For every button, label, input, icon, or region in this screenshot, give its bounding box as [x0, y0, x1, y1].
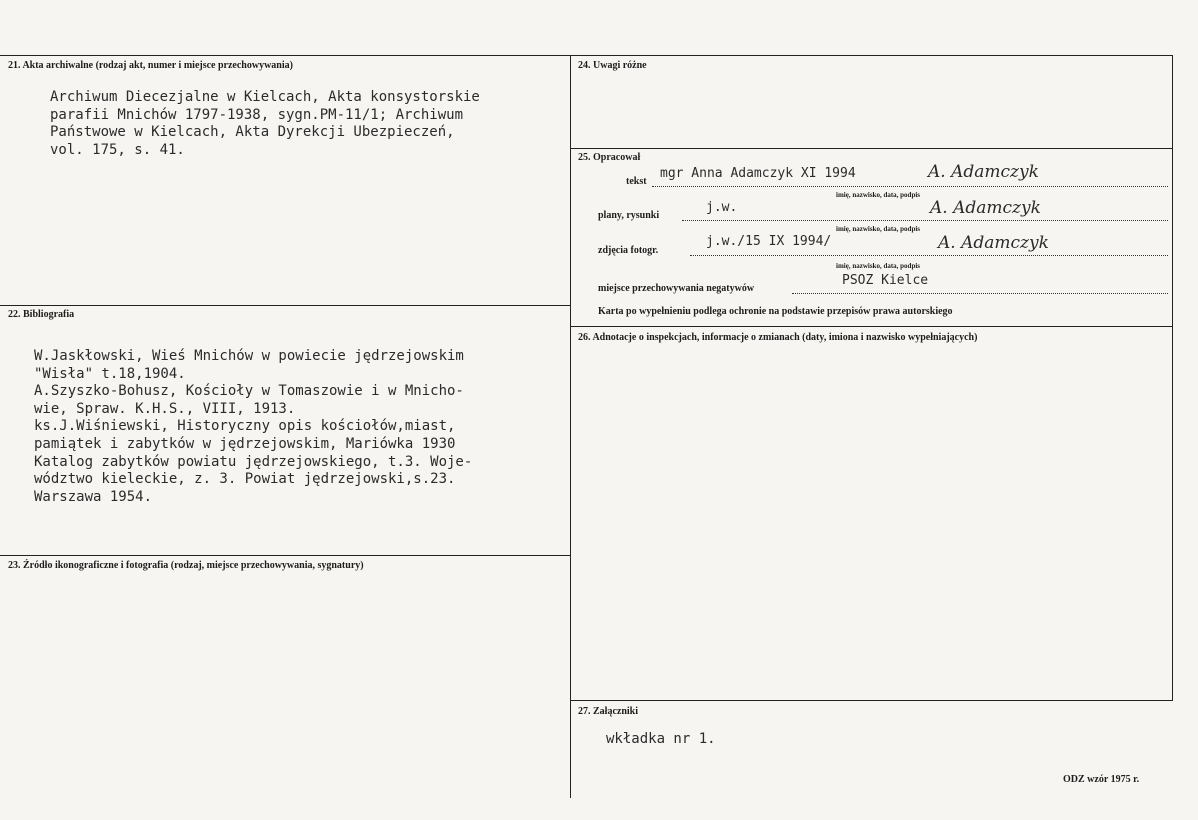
bibliography-line-2: "Wisła" t.18,1904.: [34, 365, 186, 382]
plany-underline: [682, 220, 1168, 221]
section-22-body: [34, 348, 472, 506]
plany-signature: A. Adamczyk: [930, 198, 1041, 218]
divider-24-25: [570, 148, 1172, 149]
tekst-value: mgr Anna Adamczyk XI 1994: [660, 166, 856, 181]
section-27-header: 27. Załączniki: [578, 706, 639, 717]
form-footer: ODZ wzór 1975 r.: [1063, 774, 1140, 785]
archive-line-1: Archiwum Diecezjalne w Kielcach, Akta konsystorskie: [50, 89, 480, 105]
bibliography-line-6: pamiątek i zabytków w jędrzejowskim, Mariówka 1930: [34, 435, 456, 452]
zdjecia-signature: A. Adamczyk: [938, 233, 1049, 253]
bibliography-line-9: Warszawa 1954.: [34, 488, 153, 505]
section-22-header: 22. Bibliografia: [8, 309, 75, 320]
tekst-signature: A. Adamczyk: [928, 162, 1039, 182]
bibliography-line-8: wództwo kieleckie, z. 3. Powiat jędrzejowski,s.23.: [34, 471, 456, 488]
section-26-header: 26. Adnotacje o inspekcjach, informacje o zmianach (daty, imiona i nazwisko wypełniających): [578, 332, 978, 343]
section-21-body: [50, 89, 480, 159]
bibliography-line-1: W.Jaskłowski, Wieś Mnichów w powiecie jędrzejowskim: [34, 348, 464, 364]
bibliography-line-3: A.Szyszko-Bohusz, Kościoły w Tomaszowie i w Mnicho-: [34, 383, 464, 400]
archive-line-3: Państwowe w Kielcach, Akta Dyrekcji Ubezpieczeń,: [50, 124, 455, 141]
bibliography-line-5: ks.J.Wiśniewski, Historyczny opis kościołów,miast,: [34, 418, 456, 435]
attachment-value: wkładka nr 1.: [606, 731, 716, 747]
plany-value: j.w.: [706, 200, 738, 215]
center-divider: [570, 55, 571, 798]
divider-26-27: [570, 700, 1172, 701]
top-border: [0, 55, 1172, 56]
section-23-header: 23. Źródło ikonograficzne i fotografia (rodzaj, miejsce przechowywania, sygnatury): [8, 560, 364, 571]
negatives-value: PSOZ Kielce: [842, 273, 929, 288]
divider-22-23: [0, 555, 570, 556]
tekst-underline: [652, 186, 1168, 187]
tekst-label: tekst: [626, 176, 647, 187]
tekst-caption: imię, nazwisko, data, podpis: [836, 191, 921, 199]
zdjecia-caption: imię, nazwisko, data, podpis: [836, 262, 921, 270]
zdjecia-label: zdjęcia fotogr.: [598, 245, 659, 256]
section-24-header: 24. Uwagi różne: [578, 60, 647, 71]
right-edge: [1172, 55, 1173, 701]
zdjecia-underline: [690, 255, 1168, 256]
archive-line-2: parafii Mnichów 1797-1938, sygn.PM-11/1; Archiwum: [50, 106, 464, 123]
section-21-header: 21. Akta archiwalne (rodzaj akt, numer i miejsce przechowywania): [8, 60, 293, 71]
bibliography-line-4: wie, Spraw. K.H.S., VIII, 1913.: [34, 400, 296, 417]
negatives-label: miejsce przechowywania negatywów: [598, 283, 755, 294]
archive-line-4: vol. 175, s. 41.: [50, 141, 185, 158]
section-25-header: 25. Opracował: [578, 152, 641, 163]
plany-caption: imię, nazwisko, data, podpis: [836, 225, 921, 233]
zdjecia-value: j.w./15 IX 1994/: [706, 234, 832, 249]
divider-21-22: [0, 305, 570, 306]
bibliography-line-7: Katalog zabytków powiatu jędrzejowskiego, t.3. Woje-: [34, 453, 473, 470]
copyright-note: Karta po wypełnieniu podlega ochronie na podstawie przepisów prawa autorskiego: [598, 306, 953, 317]
divider-25-26: [570, 326, 1172, 327]
negatives-underline: [792, 293, 1168, 294]
plany-label: plany, rysunki: [598, 210, 660, 221]
